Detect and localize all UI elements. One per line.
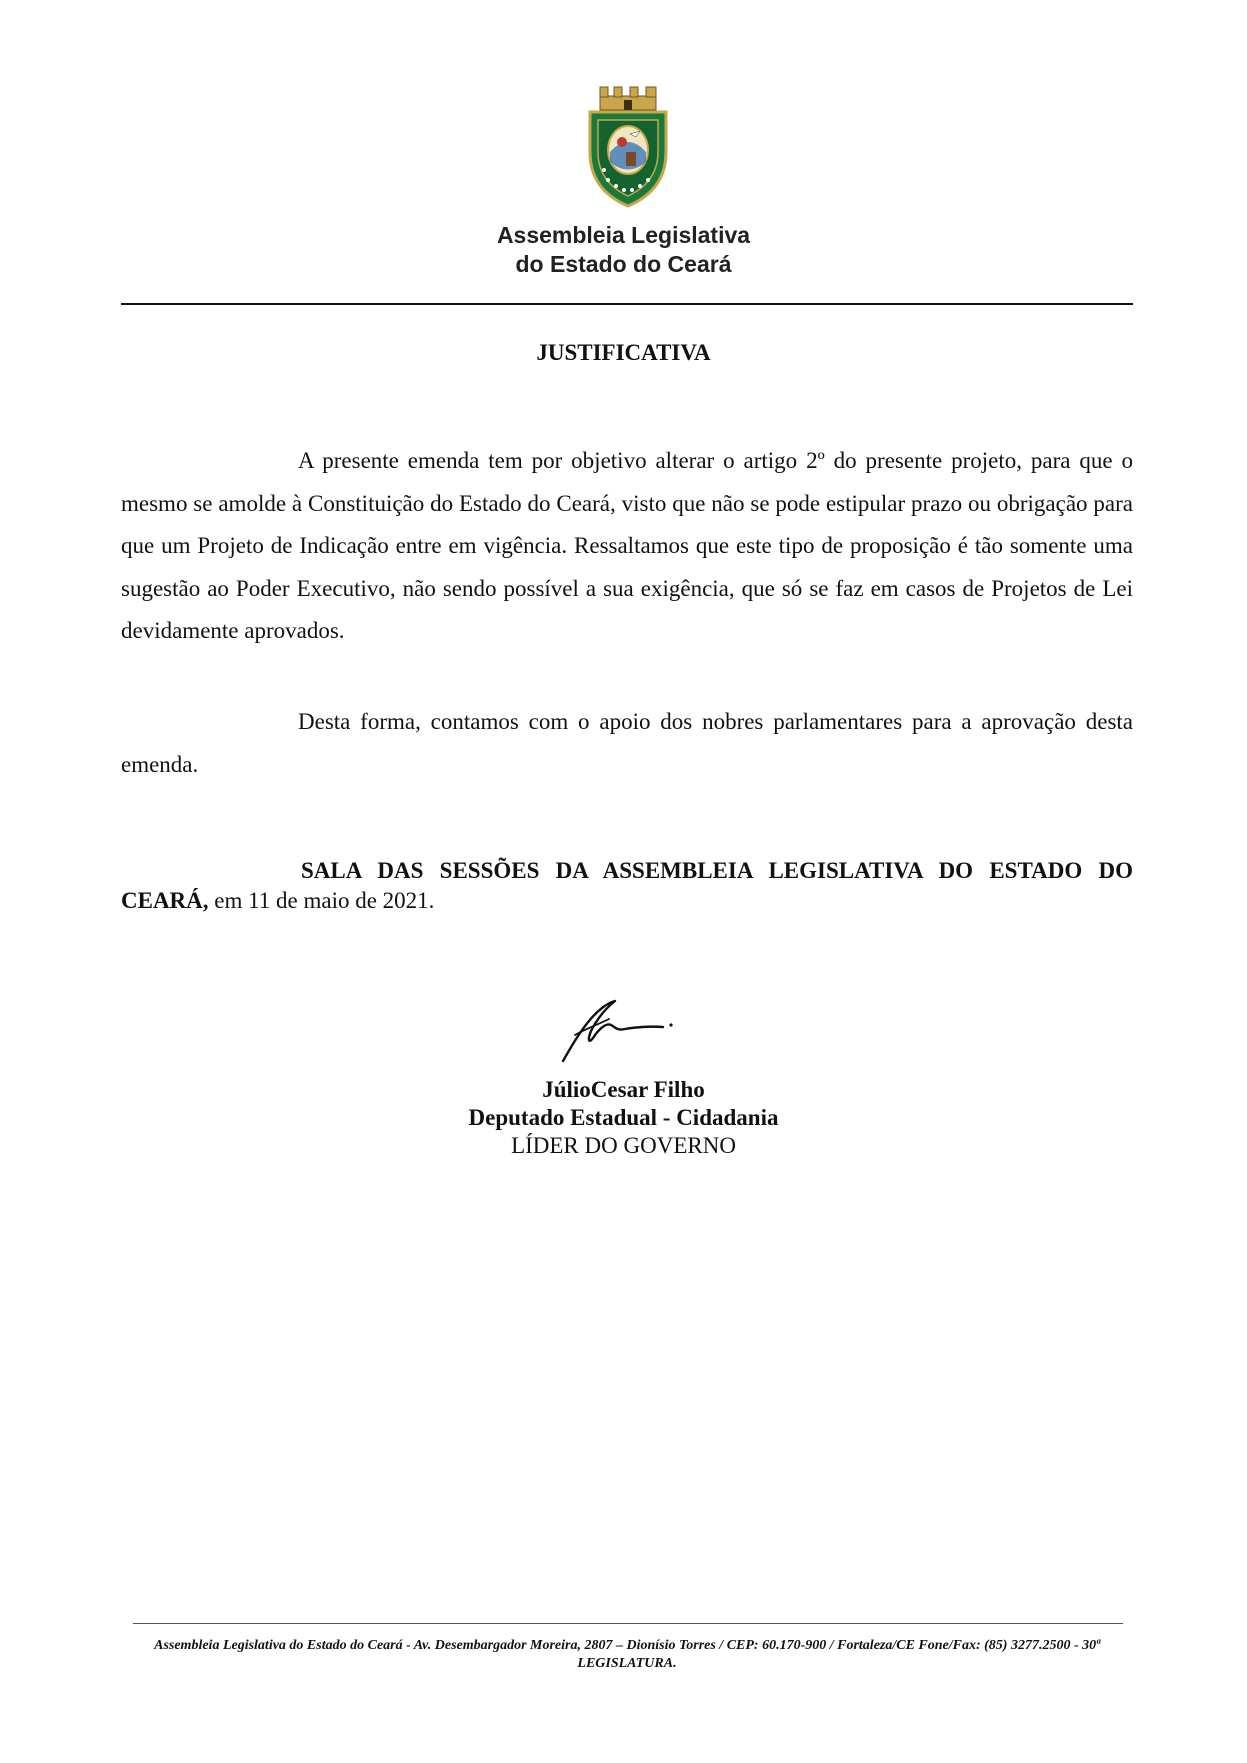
- closing-place: SALA DAS SESSÕES DA ASSEMBLEIA LEGISLATIVA DO ESTADO DO CEARÁ,: [121, 858, 1133, 913]
- closing-statement: [121, 856, 1133, 916]
- closing-date: em 11 de maio de 2021.: [208, 888, 435, 913]
- footer-address: Assembleia Legislativa do Estado do Ceará - Av. Desembargador Moreira, 2807 – Dionísio Torres / CEP: 60.170-900 / Fortaleza/CE Fone/Fax: (85) 3277.2500 - 30ª LEGISLATURA.: [154, 1638, 1100, 1671]
- footer-divider: [133, 1623, 1123, 1624]
- signer-role: Deputado Estadual - Cidadania: [468, 1105, 779, 1130]
- institution-name-line-1: Assembleia Legislativa: [496, 222, 751, 248]
- handwritten-signature-icon: [545, 995, 675, 1067]
- appeal-paragraph: Desta forma, contamos com o apoio dos nobres parlamentares para a aprovação desta emenda.: [121, 709, 1133, 777]
- signer-title: LÍDER DO GOVERNO: [511, 1133, 736, 1158]
- signer-name: JúlioCesar Filho: [542, 1077, 705, 1102]
- coat-of-arms-icon: [578, 82, 678, 212]
- document-title: JUSTIFICATIVA: [536, 340, 711, 365]
- institution-name-line-2: do Estado do Ceará: [515, 251, 732, 277]
- header-divider: [121, 303, 1133, 305]
- justification-paragraph: A presente emenda tem por objetivo alterar o artigo 2º do presente projeto, para que o mesmo se amolde à Constituição do Estado do Ceará, visto que não se pode estipular prazo ou obrigação para que um Projeto de Indicação entre em vigência. Ressaltamos que este tipo de proposição é tão somente uma sugestão ao Poder Executivo, não sendo possível a sua exigência, que só se faz em casos de Projetos de Lei devidamente aprovados.: [121, 448, 1133, 643]
